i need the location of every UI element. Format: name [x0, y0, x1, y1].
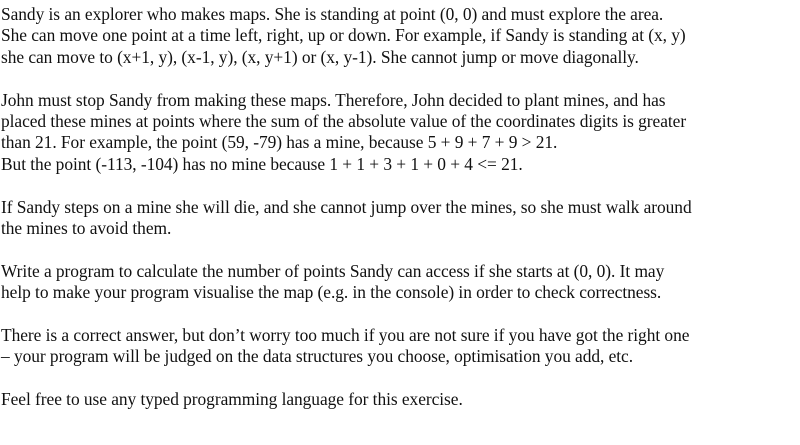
text-line: – your program will be judged on the data structures you choose, optimisation you add, etc. [1, 346, 634, 367]
paragraph-mines-rule [1, 90, 799, 176]
paragraph-task [1, 261, 799, 304]
document-body [1, 4, 799, 410]
text-line: placed these mines at points where the sum of the absolute value of the coordinates digits is greater [1, 110, 687, 131]
text-line: she can move to (x+1, y), (x-1, y), (x, y+1) or (x, y-1). She cannot jump or move diagonally. [1, 46, 639, 67]
text-line: But the point (-113, -104) has no mine because 1 + 1 + 3 + 1 + 0 + 4 <= 21. [1, 153, 523, 174]
text-line: help to make your program visualise the map (e.g. in the console) in order to check correctness. [1, 282, 662, 303]
paragraph-intro [1, 4, 799, 68]
text-line: Sandy is an explorer who makes maps. She is standing at point (0, 0) and must explore the area. [1, 4, 664, 24]
text-line: There is a correct answer, but don’t worry too much if you are not sure if you have got the right one [1, 324, 690, 345]
text-line: Feel free to use any typed programming language for this exercise. [1, 389, 463, 410]
paragraph-danger [1, 197, 799, 240]
text-line: than 21. For example, the point (59, -79) has a mine, because 5 + 9 + 7 + 9 > 21. [1, 132, 558, 153]
text-line: She can move one point at a time left, right, up or down. For example, if Sandy is standing at (x, y) [1, 25, 686, 46]
text-line: If Sandy steps on a mine she will die, and she cannot jump over the mines, so she must walk around [1, 196, 692, 217]
text-line: John must stop Sandy from making these maps. Therefore, John decided to plant mines, and has [1, 89, 666, 110]
paragraph-grading [1, 325, 799, 368]
text-line: Write a program to calculate the number of points Sandy can access if she starts at (0, 0). It may [1, 260, 665, 281]
text-line: the mines to avoid them. [1, 217, 172, 238]
paragraph-language [1, 389, 799, 410]
